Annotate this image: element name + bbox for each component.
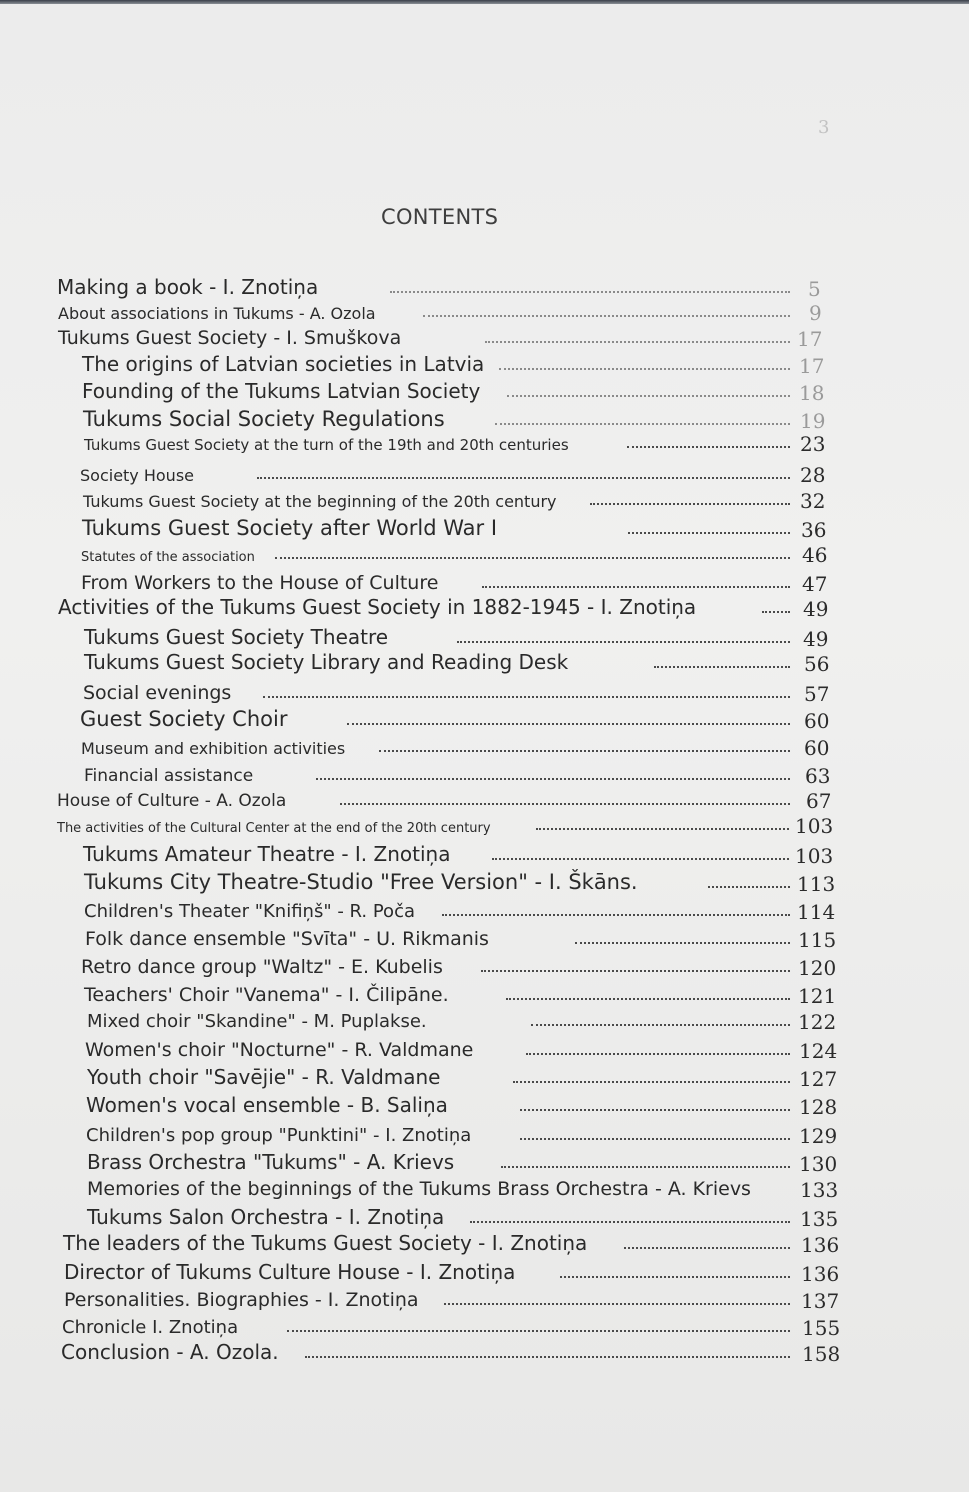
toc-entry-page: 114 <box>797 900 836 924</box>
toc-entry-page: 67 <box>806 789 832 813</box>
toc-leader-dots <box>526 1053 790 1055</box>
toc-entry <box>0 894 969 924</box>
toc-entry <box>0 950 969 980</box>
toc-leader-dots <box>506 998 790 1000</box>
toc-leader-dots <box>379 750 790 752</box>
toc-leader-dots <box>624 1247 790 1249</box>
toc-entry-page: 49 <box>803 597 829 621</box>
toc-entry-title: Society House <box>80 466 194 485</box>
toc-leader-dots <box>442 914 790 916</box>
toc-entry-title: Financial assistance <box>84 766 254 786</box>
toc-leader-dots <box>520 1138 790 1140</box>
toc-leader-dots <box>257 477 790 479</box>
toc-entry <box>0 1336 969 1366</box>
toc-leader-dots <box>536 828 789 830</box>
toc-entry-title: Teachers' Choir "Vanema" - I. Čilipāne. <box>84 984 449 1006</box>
toc-leader-dots <box>654 666 790 668</box>
toc-entry <box>0 703 969 733</box>
toc-entry-title: Director of Tukums Culture House - I. Znotiņa <box>64 1260 516 1284</box>
toc-entry-page: 129 <box>799 1124 838 1148</box>
toc-entry-title: Tukums Guest Society at the beginning of the 20th century <box>83 492 557 511</box>
toc-entry-page: 18 <box>799 381 825 405</box>
toc-leader-dots <box>340 803 790 805</box>
toc-leader-dots <box>531 1024 790 1026</box>
toc-entry-title: Tukums Salon Orchestra - I. Znotiņa <box>87 1205 445 1229</box>
toc-entry-title: The leaders of the Tukums Guest Society - I. Znotiņa <box>63 1231 588 1255</box>
toc-entry-title: Museum and exhibition activities <box>81 739 346 758</box>
toc-entry-page: 120 <box>798 956 837 980</box>
toc-entry <box>0 348 969 378</box>
toc-entry-title: Tukums City Theatre-Studio "Free Version" - I. Škāns. <box>84 870 638 894</box>
toc-entry <box>0 1061 969 1091</box>
toc-leader-dots <box>263 696 790 698</box>
toc-leader-dots <box>316 778 790 780</box>
toc-entry-page: 113 <box>797 872 836 896</box>
toc-entry <box>0 838 969 868</box>
toc-leader-dots <box>560 1276 790 1278</box>
toc-leader-dots <box>627 446 790 448</box>
toc-entry-page: 136 <box>801 1233 840 1257</box>
toc-entry-title: Folk dance ensemble "Svīta" - U. Rikmanis <box>85 928 489 950</box>
toc-leader-dots <box>457 641 790 643</box>
toc-entry-page: 124 <box>799 1039 838 1063</box>
toc-leader-dots <box>481 970 790 972</box>
toc-entry-page: 122 <box>798 1010 837 1034</box>
toc-entry-page: 46 <box>802 543 828 567</box>
toc-entry-title: The origins of Latvian societies in Latvia <box>82 352 485 376</box>
toc-entry-title: Statutes of the association <box>81 550 255 565</box>
toc-entry-page: 60 <box>804 709 830 733</box>
toc-entry-page: 32 <box>800 489 826 513</box>
toc-leader-dots <box>590 503 790 505</box>
toc-entry-title: Tukums Guest Society Theatre <box>84 625 389 649</box>
toc-entry <box>0 922 969 952</box>
toc-entry-title: The activities of the Cultural Center at the end of the 20th century <box>57 821 491 836</box>
toc-leader-dots <box>482 586 790 588</box>
toc-leader-dots <box>762 611 790 613</box>
toc-entry <box>0 1004 969 1034</box>
toc-entry-page: 155 <box>802 1316 841 1340</box>
toc-entry <box>0 1227 969 1257</box>
toc-entry-title: Tukums Guest Society at the turn of the 19th and 20th centuries <box>84 436 569 454</box>
toc-entry <box>0 1033 969 1063</box>
toc-entry-page: 23 <box>800 432 826 456</box>
toc-entry-page: 158 <box>802 1342 841 1366</box>
toc-entry <box>0 1089 969 1119</box>
toc-entry <box>0 483 969 513</box>
toc-entry-title: Tukums Amateur Theatre - I. Znotiņa <box>83 842 451 866</box>
toc-entry <box>0 1283 969 1313</box>
toc-leader-dots <box>305 1356 790 1358</box>
toc-entry-page: 5 <box>808 277 821 301</box>
toc-entry-title: Tukums Guest Society - I. Smuškova <box>58 327 402 349</box>
toc-entry <box>0 375 969 405</box>
toc-entry-page: 49 <box>803 627 829 651</box>
toc-entry <box>0 1118 969 1148</box>
toc-entry-title: Memories of the beginnings of the Tukums Brass Orchestra - A. Krievs <box>87 1178 751 1200</box>
toc-entry-page: 60 <box>804 736 830 760</box>
toc-leader-dots <box>628 532 790 534</box>
toc-entry-page: 57 <box>804 682 830 706</box>
toc-leader-dots <box>470 1221 790 1223</box>
toc-entry-page: 17 <box>797 327 823 351</box>
toc-entry-page: 47 <box>802 572 828 596</box>
toc-leader-dots <box>501 1166 790 1168</box>
toc-entry-page: 36 <box>801 518 827 542</box>
toc-entry <box>0 426 969 456</box>
toc-entry-page: 137 <box>801 1289 840 1313</box>
toc-entry-title: Women's vocal ensemble - B. Saliņa <box>86 1093 448 1117</box>
toc-entry-title: Retro dance group "Waltz" - E. Kubelis <box>81 956 443 978</box>
toc-leader-dots <box>492 858 789 860</box>
toc-entry-page: 103 <box>795 844 834 868</box>
toc-entry-page: 121 <box>798 984 837 1008</box>
toc-entry-title: House of Culture - A. Ozola <box>57 791 287 811</box>
toc-entry-title: Tukums Guest Society Library and Reading Desk <box>84 650 569 674</box>
toc-entry-page: 130 <box>799 1152 838 1176</box>
toc-leader-dots <box>575 942 790 944</box>
toc-leader-dots <box>520 1109 790 1111</box>
toc-leader-dots <box>444 1303 790 1305</box>
toc-entry-page: 19 <box>800 409 826 433</box>
toc-leader-dots <box>499 368 790 370</box>
toc-entry-page: 17 <box>799 354 825 378</box>
toc-entry-title: Activities of the Tukums Guest Society in 1882-1945 - I. Znotiņa <box>58 595 697 619</box>
toc-entry-title: Making a book - I. Znotiņa <box>57 275 319 299</box>
toc-entry-page: 115 <box>798 928 837 952</box>
toc-entry-title: Brass Orchestra "Tukums" - A. Krievs <box>87 1150 455 1174</box>
toc-entry-page: 127 <box>799 1067 838 1091</box>
toc-entry <box>0 646 969 676</box>
toc-leader-dots <box>513 1081 790 1083</box>
toc-leader-dots <box>275 557 790 559</box>
contents-heading: CONTENTS <box>381 205 499 229</box>
toc-entry-title: Tukums Guest Society after World War I <box>82 516 498 540</box>
toc-entry-title: Social evenings <box>83 682 232 704</box>
toc-entry-page: 9 <box>809 301 822 325</box>
toc-entry-title: Guest Society Choir <box>80 707 288 731</box>
toc-entry <box>0 1172 969 1202</box>
toc-entry-page: 63 <box>805 764 831 788</box>
toc-leader-dots <box>347 723 790 725</box>
toc-entry-page: 128 <box>799 1095 838 1119</box>
toc-entry-title: Chronicle I. Znotiņa <box>62 1317 239 1338</box>
toc-entry-page: 28 <box>800 463 826 487</box>
toc-entry <box>0 537 969 567</box>
toc-entry-page: 56 <box>804 652 830 676</box>
toc-leader-dots <box>423 315 790 317</box>
toc-entry-title: Tukums Social Society Regulations <box>83 407 445 431</box>
toc-entry <box>0 1256 969 1286</box>
toc-entry <box>0 808 969 838</box>
toc-entry-title: Personalities. Biographies - I. Znotiņa <box>64 1289 419 1311</box>
toc-entry-title: Mixed choir "Skandine" - M. Puplakse. <box>87 1011 427 1032</box>
toc-entry-page: 136 <box>801 1262 840 1286</box>
toc-entry-title: Conclusion - A. Ozola. <box>61 1340 279 1364</box>
book-page <box>0 4 969 1492</box>
toc-entry-title: Children's pop group "Punktini" - I. Znotiņa <box>86 1125 472 1146</box>
toc-entry-title: About associations in Tukums - A. Ozola <box>58 304 376 323</box>
toc-leader-dots <box>287 1330 790 1332</box>
toc-entry <box>0 730 969 760</box>
toc-entry-page: 133 <box>800 1178 839 1202</box>
toc-leader-dots <box>390 291 790 293</box>
toc-entry-title: From Workers to the House of Culture <box>81 572 439 594</box>
page-number: 3 <box>818 117 830 138</box>
toc-leader-dots <box>485 341 790 343</box>
toc-entry-page: 135 <box>800 1207 839 1231</box>
toc-entry-title: Youth choir "Savējie" - R. Valdmane <box>87 1065 441 1089</box>
toc-leader-dots <box>507 395 790 397</box>
toc-entry <box>0 591 969 621</box>
toc-entry-title: Founding of the Tukums Latvian Society <box>82 379 481 403</box>
toc-leader-dots <box>708 886 790 888</box>
toc-entry-title: Children's Theater "Knifiņš" - R. Poča <box>84 901 415 922</box>
toc-entry <box>0 866 969 896</box>
toc-entry <box>0 676 969 706</box>
toc-leader-dots <box>495 423 790 425</box>
toc-entry-title: Women's choir "Nocturne" - R. Valdmane <box>85 1039 474 1061</box>
toc-entry <box>0 321 969 351</box>
toc-entry-page: 103 <box>795 814 834 838</box>
